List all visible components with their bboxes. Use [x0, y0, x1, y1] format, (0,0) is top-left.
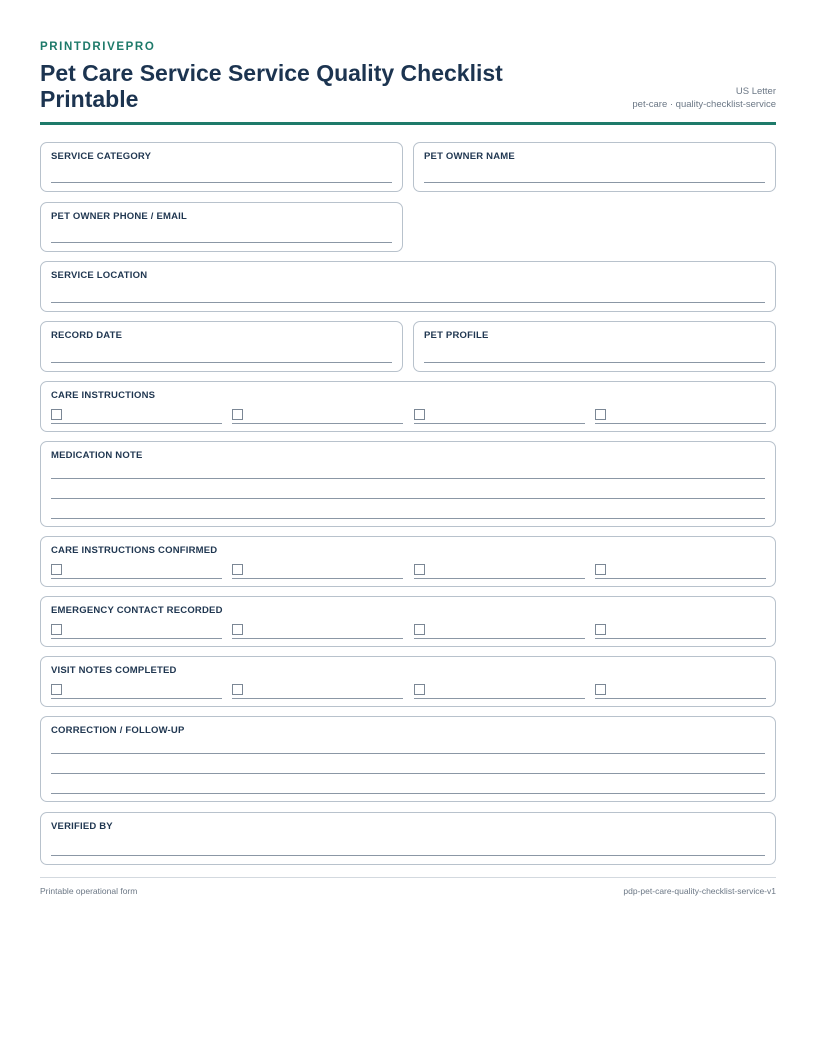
checkbox-option[interactable] [232, 623, 403, 639]
write-line[interactable] [51, 638, 222, 639]
service-category-field[interactable] [40, 142, 403, 192]
checkbox[interactable] [595, 624, 606, 635]
field-label: PET OWNER NAME [424, 151, 515, 162]
footer-form-id: pdp-pet-care-quality-checklist-service-v1 [623, 886, 776, 896]
checkbox[interactable] [414, 564, 425, 575]
pet-owner-name-field[interactable] [413, 142, 776, 192]
write-line[interactable] [51, 855, 765, 856]
header-rule [40, 122, 776, 125]
field-label: PET PROFILE [424, 330, 489, 341]
write-line[interactable] [414, 578, 585, 579]
checkbox-option[interactable] [414, 408, 585, 424]
write-line[interactable] [51, 793, 765, 794]
medication-note-field[interactable] [40, 441, 776, 527]
checkbox-option[interactable] [232, 563, 403, 579]
checkbox[interactable] [595, 409, 606, 420]
write-line[interactable] [414, 638, 585, 639]
write-line[interactable] [595, 423, 766, 424]
page-title: Pet Care Service Service Quality Checklist Printable [40, 60, 503, 112]
checkbox-option[interactable] [51, 563, 222, 579]
write-line[interactable] [51, 498, 765, 499]
record-date-field[interactable] [40, 321, 403, 372]
checkbox[interactable] [595, 684, 606, 695]
checkbox-option[interactable] [595, 563, 766, 579]
checkbox-option[interactable] [414, 623, 585, 639]
checkbox-option[interactable] [232, 408, 403, 424]
write-line[interactable] [51, 698, 222, 699]
write-line[interactable] [51, 773, 765, 774]
checkbox-option[interactable] [51, 408, 222, 424]
pet-owner-contact-field[interactable] [40, 202, 403, 252]
checkbox[interactable] [595, 564, 606, 575]
write-line[interactable] [51, 182, 392, 183]
emergency-contact-recorded-field[interactable] [40, 596, 776, 647]
write-line[interactable] [595, 578, 766, 579]
checkbox-option[interactable] [51, 683, 222, 699]
checkbox-option[interactable] [595, 683, 766, 699]
checkbox[interactable] [414, 684, 425, 695]
care-instructions-field[interactable] [40, 381, 776, 432]
checkbox[interactable] [414, 409, 425, 420]
field-label: CARE INSTRUCTIONS [51, 390, 156, 401]
checkbox[interactable] [232, 409, 243, 420]
write-line[interactable] [424, 182, 765, 183]
checkbox-option[interactable] [595, 623, 766, 639]
write-line[interactable] [51, 578, 222, 579]
field-label: SERVICE CATEGORY [51, 151, 152, 162]
service-location-field[interactable] [40, 261, 776, 312]
brand-name: PRINTDRIVEPRO [40, 41, 156, 53]
page-meta [632, 85, 776, 111]
write-line[interactable] [232, 638, 403, 639]
write-line[interactable] [595, 638, 766, 639]
visit-notes-completed-field[interactable] [40, 656, 776, 707]
write-line[interactable] [51, 242, 392, 243]
field-label: EMERGENCY CONTACT RECORDED [51, 605, 223, 616]
write-line[interactable] [595, 698, 766, 699]
checkbox[interactable] [232, 624, 243, 635]
checkbox-option[interactable] [51, 623, 222, 639]
field-label: VERIFIED BY [51, 821, 113, 832]
footer-left-text: Printable operational form [40, 886, 138, 896]
write-line[interactable] [51, 362, 392, 363]
paper-size: US Letter [735, 86, 776, 97]
field-label: CORRECTION / FOLLOW-UP [51, 725, 185, 736]
care-instructions-confirmed-field[interactable] [40, 536, 776, 587]
form-slug: pet-care · quality-checklist-service [632, 99, 776, 110]
field-label: CARE INSTRUCTIONS CONFIRMED [51, 545, 218, 556]
checkbox[interactable] [232, 684, 243, 695]
pet-profile-field[interactable] [413, 321, 776, 372]
field-label: SERVICE LOCATION [51, 270, 148, 281]
write-line[interactable] [51, 423, 222, 424]
checkbox-option[interactable] [232, 683, 403, 699]
checkbox[interactable] [51, 684, 62, 695]
checkbox[interactable] [51, 564, 62, 575]
write-line[interactable] [232, 698, 403, 699]
checkbox[interactable] [232, 564, 243, 575]
write-line[interactable] [51, 753, 765, 754]
checkbox[interactable] [51, 624, 62, 635]
field-label: PET OWNER PHONE / EMAIL [51, 211, 188, 222]
write-line[interactable] [51, 478, 765, 479]
write-line[interactable] [232, 423, 403, 424]
checkbox-option[interactable] [414, 683, 585, 699]
write-line[interactable] [414, 698, 585, 699]
checkbox-option[interactable] [414, 563, 585, 579]
write-line[interactable] [51, 302, 765, 303]
write-line[interactable] [424, 362, 765, 363]
checkbox-option[interactable] [595, 408, 766, 424]
footer-rule [40, 877, 776, 878]
write-line[interactable] [51, 518, 765, 519]
checkbox[interactable] [414, 624, 425, 635]
write-line[interactable] [414, 423, 585, 424]
checkbox[interactable] [51, 409, 62, 420]
verified-by-field[interactable] [40, 812, 776, 865]
field-label: MEDICATION NOTE [51, 450, 143, 461]
field-label: RECORD DATE [51, 330, 123, 341]
write-line[interactable] [232, 578, 403, 579]
correction-follow-up-field[interactable] [40, 716, 776, 802]
field-label: VISIT NOTES COMPLETED [51, 665, 177, 676]
